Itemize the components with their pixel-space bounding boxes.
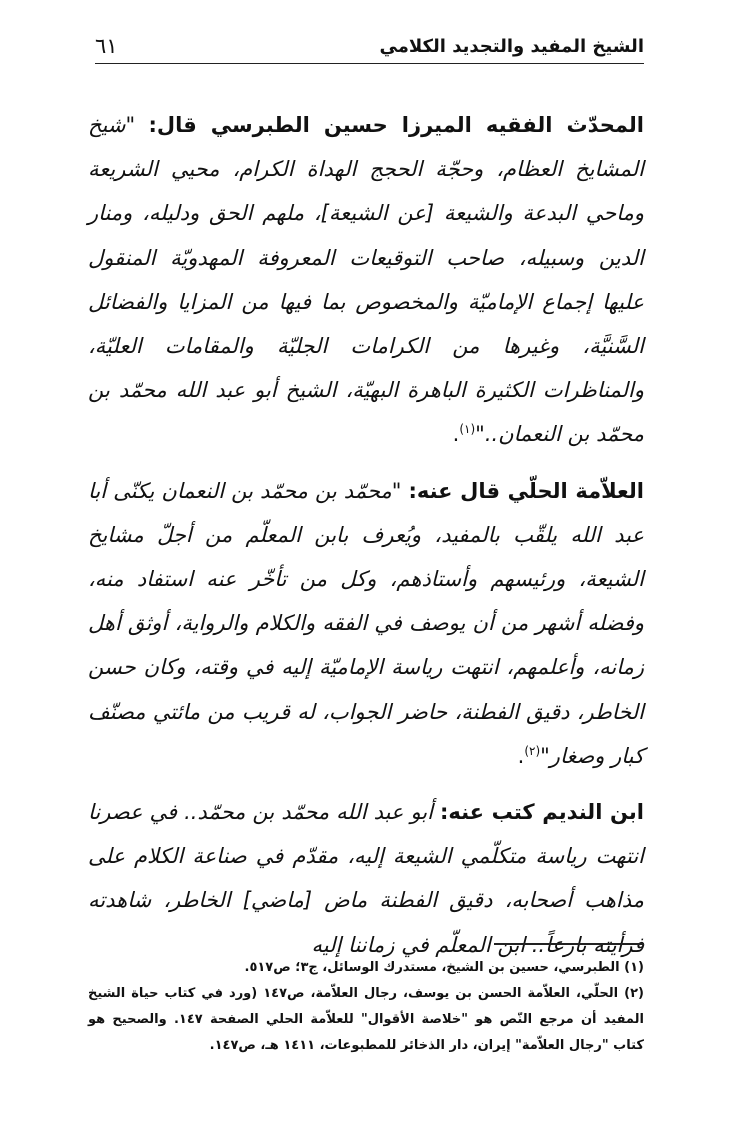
running-title: الشيخ المفيد والتجديد الكلامي xyxy=(379,36,644,57)
body-text xyxy=(88,103,644,979)
footnote-rule xyxy=(494,943,644,945)
punctuation: . xyxy=(452,422,460,447)
quote: "شيخ المشايخ العظام، وحجّة الحجج الهداة الكرام، محيي الشريعة وماحي البدعة والشيعة [عن الشيعة]، ملهم الحق ودليله، ومنار الدين وسبيله، صاحب التوقيعات المعروفة المهدويّة المنقول عليها إجماع الإماميّة والمخصوص بما فيها من المزايا والفضائل السَّنيَّة، وغيرها من الكرامات الجليّة والمقامات العليّة، والمناظرات الكثيرة الباهرة البهيّة، الشيخ أبو عبد الله محمّد بن محمّد بن النعمان.." xyxy=(88,113,644,447)
punctuation: . xyxy=(517,743,525,768)
quote: "محمّد بن محمّد بن النعمان يكنّى أبا عبد الله يلقّب بالمفيد، ويُعرف بابن المعلّم من أجلّ مشايخ الشيعة، ورئيسهم وأستاذهم، وكل من تأخّر عنه استفاد منه، وفضله أشهر من أن يوصف في الفقه والكلام والرواية، أوثق أهل زمانه، وأعلمهم، انتهت رياسة الإماميّة إليه في وقته، وكان حسن الخاطر، دقيق الفطنة، حاضر الجواب، له قريب من مائتي مصنّف كبار وصغار" xyxy=(88,478,644,768)
footnote-ref: (١) xyxy=(459,422,476,437)
page-header xyxy=(95,30,644,64)
header-rule xyxy=(95,63,644,64)
page-number: ٦١ xyxy=(95,34,118,58)
quote: أبو عبد الله محمّد بن محمّد.. في عصرنا انتهت رياسة متكلّمي الشيعة إليه، مقدّم في صناعة الكلام على مذاهب أصحابه، دقيق الفطنة ماض [ماضي] الخاطر، شاهدته فرأيته بارعاً.. ابن المعلّم في زماننا إليه xyxy=(88,800,644,957)
paragraph-tabarsi xyxy=(88,103,644,457)
paragraph-ibn-nadim xyxy=(88,790,644,967)
speaker: المحدّث الفقيه الميرزا حسين الطبرسي قال: xyxy=(148,113,645,137)
footnote-1: (١) الطبرسي، حسين بن الشيخ، مستدرك الوسائل، ج٣؛ ص٥١٧. xyxy=(244,960,644,975)
paragraph-hilli xyxy=(88,469,644,778)
footnote-2: (٢) الحلّي، العلاّمة الحسن بن يوسف، رجال العلاّمة، ص١٤٧ (ورد في كتاب حياة الشيخ المفيد أن مرجع النّص هو "خلاصة الأقوال" للعلاّمة الحلي الصفحة ١٤٧. والصحيح هو كتاب "رجال العلاّمة" إيران، دار الذخائر للمطبوعات، ١٤١١ هـ، ص١٤٧. xyxy=(88,986,644,1053)
speaker: ابن النديم كتب عنه: xyxy=(439,800,644,825)
speaker: العلاّمة الحلّي قال عنه: xyxy=(408,478,644,503)
footnote-ref: (٢) xyxy=(524,743,541,758)
footnotes xyxy=(88,955,644,1059)
